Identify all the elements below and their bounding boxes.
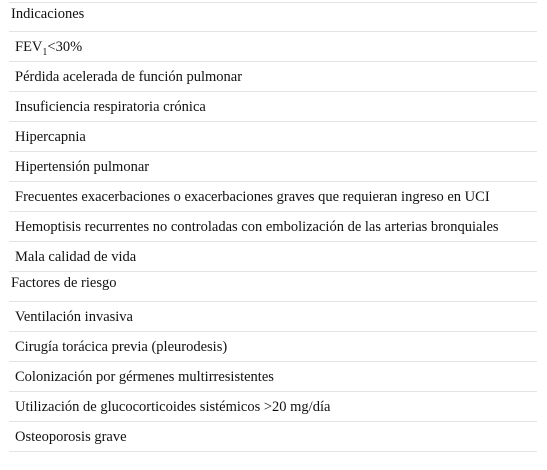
section-heading: Factores de riesgo [11,275,117,291]
section-header-row [9,272,537,302]
row-text: Pérdida acelerada de función pulmonar [15,69,243,85]
fev1-criterion [15,32,82,62]
row-text: Frecuentes exacerbaciones o exacerbaciones graves que requieran ingreso en UCI [15,189,490,205]
indications-risk-table [9,2,537,452]
table-row [9,212,537,242]
row-text: Hemoptisis recurrentes no controladas con embolización de las arterias bronquiales [15,219,499,235]
table-row [9,92,537,122]
table-row [9,62,537,92]
table-row [9,332,537,362]
fev-subscript: 1 [42,47,48,58]
table-row [9,392,537,422]
row-text: Cirugía torácica previa (pleurodesis) [15,339,228,355]
fev-text: FEV [15,39,43,55]
section-heading: Indicaciones [11,6,85,22]
row-text: Hipertensión pulmonar [15,159,150,175]
table-row [9,182,537,212]
row-text: Insuficiencia respiratoria crónica [15,99,206,115]
row-text: Utilización de glucocorticoides sistémicos >20 mg/día [15,399,331,415]
table-row [9,32,537,62]
section-header-row [9,2,537,32]
row-text: Hipercapnia [15,129,86,145]
table-row [9,152,537,182]
table-row [9,302,537,332]
row-text: Mala calidad de vida [15,249,137,265]
row-text: Osteoporosis grave [15,429,127,445]
table-row [9,422,537,452]
row-text: Ventilación invasiva [15,309,133,325]
table-row [9,122,537,152]
fev-threshold: <30% [47,39,83,55]
table-row [9,362,537,392]
row-text: Colonización por gérmenes multirresistentes [15,369,274,385]
